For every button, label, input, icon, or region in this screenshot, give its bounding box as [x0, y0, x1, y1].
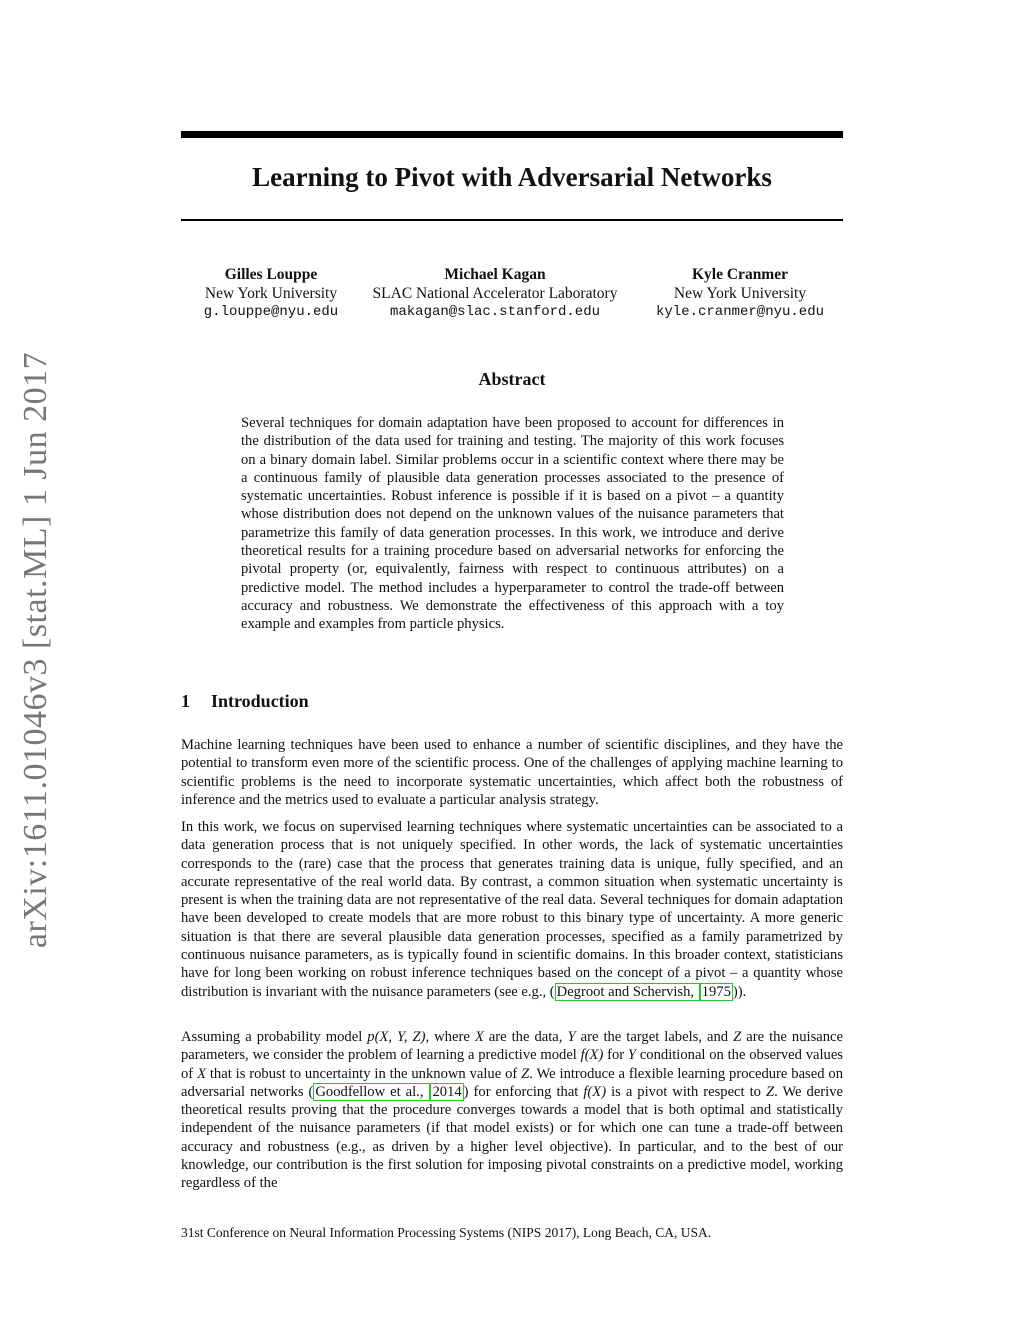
- paragraph-text: , where: [425, 1029, 475, 1045]
- intro-paragraph-3: [181, 1028, 843, 1193]
- title-bottom-rule: [181, 219, 843, 221]
- abstract-text: Several techniques for domain adaptation have been proposed to account for differences in the distribution of the data used for training and testing. The majority of this work focuses on a binary domain label. Similar problems occur in a scientific context where there may be a continuous family of plausible data generation processes associated to the presence of systematic uncertainties. Robust inference is possible if it is based on a pivot – a quantity whose distribution does not depend on the unknown values of the nuisance parameters that parametrize this family of data generation processes. In this work, we introduce and derive theoretical results for a training procedure based on adversarial networks for enforcing the pivotal property (or, equivalently, fairness with respect to continuous attributes) on a predictive model. The method includes a hyperparameter to control the trade-off between accuracy and robustness. We demonstrate the effectiveness of this approach with a toy example and examples from particle physics.: [241, 415, 784, 633]
- author-email[interactable]: makagan@slac.stanford.edu: [389, 304, 601, 320]
- math-expression: f(X): [580, 1047, 604, 1064]
- citation-separator: ,: [419, 1083, 429, 1100]
- citation-authors: Degroot and Schervish: [556, 983, 691, 1000]
- math-expression: p(X, Y, Z): [367, 1029, 426, 1045]
- author-name: Kyle Cranmer: [692, 266, 788, 283]
- paragraph-text: that is robust to uncertainty in the unknown value of: [205, 1065, 522, 1082]
- math-expression: Z: [733, 1029, 742, 1045]
- section-title-text: Introduction: [211, 691, 309, 711]
- arxiv-stamp: arXiv:1611.01046v3 [stat.ML] 1 Jun 2017: [17, 351, 54, 949]
- author-block: [181, 266, 843, 326]
- paragraph-text: Assuming a probability model: [181, 1029, 368, 1045]
- author-name: Michael Kagan: [444, 266, 546, 283]
- paragraph-text: for: [603, 1047, 628, 1064]
- math-expression: Y: [627, 1047, 637, 1064]
- paragraph-text: . We introduce a flexible learning procedure based on adversarial networks (: [181, 1065, 843, 1100]
- intro-paragraph-1: Machine learning techniques have been used to enhance a number of scientific disciplines, and they have the potential to transform even more of the scientific process. One of the challenges of applying machine learning to scientific problems is the need to incorporate systematic uncertainties, which affect both the robustness of inference and the metrics used to evaluate a particular analysis strategy.: [181, 737, 843, 808]
- intro-paragraph-2: [181, 818, 843, 1001]
- section-number: 1: [181, 691, 190, 711]
- paper-title: Learning to Pivot with Adversarial Networks: [252, 162, 772, 192]
- author-name: Gilles Louppe: [224, 266, 318, 283]
- paragraph-text: conditional on the observed values of: [181, 1047, 843, 1082]
- author-email[interactable]: kyle.cranmer@nyu.edu: [655, 304, 825, 320]
- title-top-rule: [181, 131, 843, 138]
- abstract-heading: Abstract: [478, 369, 546, 389]
- math-expression: Z: [521, 1065, 530, 1082]
- author-affiliation: New York University: [673, 284, 807, 302]
- author-affiliation: SLAC National Accelerator Laboratory: [372, 284, 618, 302]
- math-expression: X: [474, 1029, 484, 1045]
- math-expression: X: [197, 1065, 206, 1082]
- paragraph-text-end: )).: [732, 983, 747, 1000]
- author-cranmer: [651, 266, 829, 322]
- paragraph-text: are the data,: [483, 1029, 568, 1045]
- citation-authors: Goodfellow et al.: [315, 1083, 420, 1100]
- citation-year-link[interactable]: 2014: [432, 1083, 462, 1100]
- paragraph-text: ) for enforcing that: [463, 1083, 584, 1100]
- paragraph-text: In this work, we focus on supervised learning techniques where systematic uncertainties can be associated to a data generation process that is not uniquely specified. In other words, the lack of systematic uncertainties corresponds to the (rare) case that the process that generates training data is unique, fully specified, and an accurate representative of the real world data. By contrast, a common situation when systematic uncertainty is present is when the training data are not representative of the real data. Several techniques for domain adaptation have been developed to create models that are more robust to this binary type of uncertainty. A more generic situation is that there are several plausible data generation processes, specified as a family parametrized by continuous nuisance parameters, as is typically found in scientific domains. In this broader context, statisticians have for long been working on robust inference techniques based on the concept of a pivot – a quantity whose distribution is invariant with the nuisance parameters (see e.g., (: [181, 819, 843, 1000]
- paragraph-text: are the target labels, and: [575, 1029, 734, 1045]
- math-expression: f(X): [583, 1083, 607, 1100]
- math-expression: Z: [765, 1083, 775, 1100]
- conference-footnote: 31st Conference on Neural Information Processing Systems (NIPS 2017), Long Beach, CA, USA.: [181, 1225, 712, 1240]
- citation-link-goodfellow[interactable]: [313, 1083, 430, 1101]
- author-louppe: [191, 266, 351, 322]
- author-affiliation: New York University: [204, 284, 338, 302]
- section-heading-introduction: [181, 691, 309, 712]
- paragraph-text: . We derive theoretical results proving that the procedure converges towards a model that is both optimal and statistically independent of the nuisance parameters (if that model exists) or for which one can tune a trade-off between accuracy and robustness (e.g., as driven by a higher level objective). In particular, and to the best of our knowledge, our contribution is the first solution for imposing pivotal constraints on a predictive model, working regardless of the: [181, 1083, 843, 1192]
- citation-link-degroot[interactable]: [555, 983, 700, 1001]
- paragraph-text: is a pivot with respect to: [606, 1083, 766, 1100]
- author-email[interactable]: g.louppe@nyu.edu: [203, 304, 339, 320]
- citation-separator: ,: [690, 983, 698, 1000]
- paragraph-text: are the nuisance parameters, we consider the problem of learning a predictive model: [181, 1029, 843, 1064]
- math-expression: Y: [567, 1029, 576, 1045]
- author-kagan: [363, 266, 627, 322]
- citation-year-link[interactable]: 1975: [701, 983, 731, 1000]
